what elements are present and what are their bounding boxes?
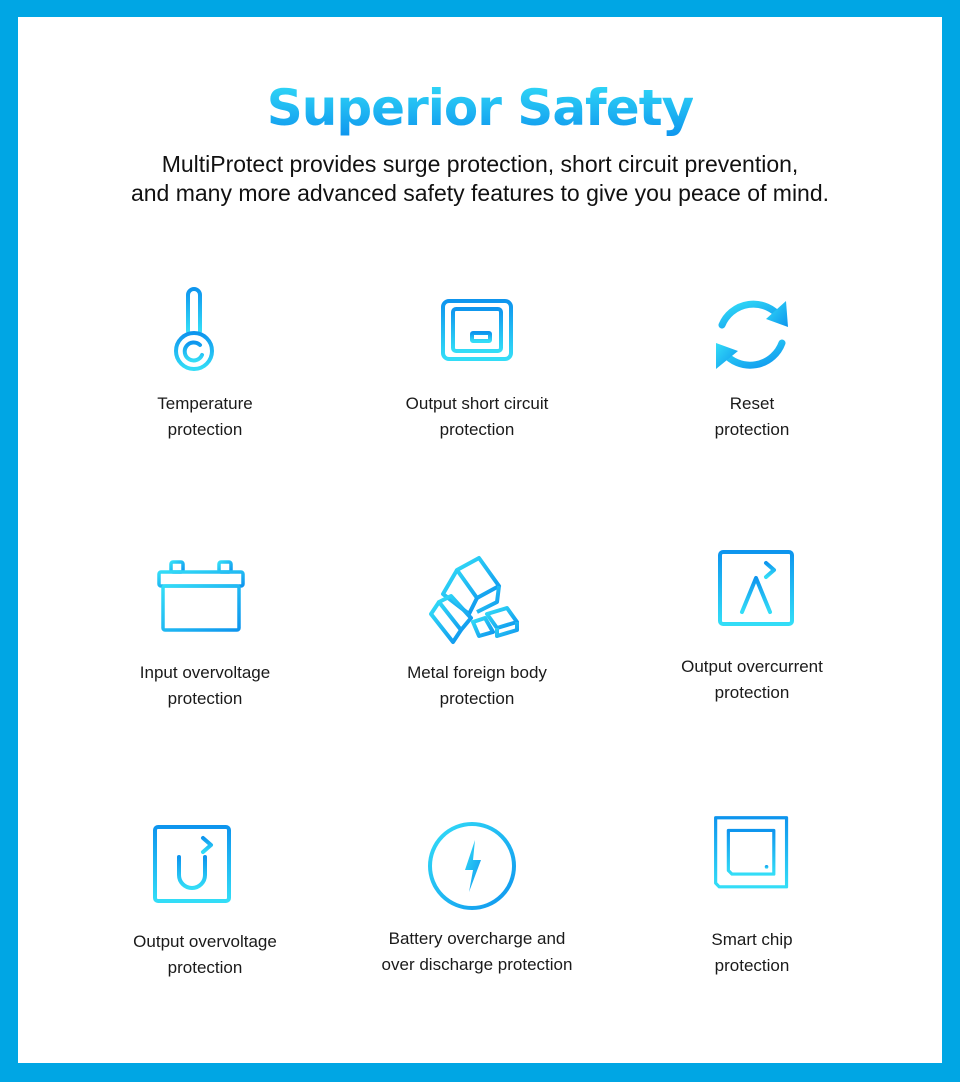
smart-chip-icon [702, 805, 802, 905]
thermometer-icon [155, 287, 255, 387]
subtitle-line-1: MultiProtect provides surge protection, short circuit prevention, [161, 151, 799, 177]
feature-label: Temperature protection [157, 394, 253, 439]
voltage-u-icon [155, 825, 255, 925]
feature-label: Output short circuit protection [405, 394, 549, 439]
reset-arrows-icon [702, 287, 802, 387]
feature-label: Output overvoltage protection [133, 932, 277, 977]
battery-icon [155, 556, 255, 656]
metal-bars-icon [427, 556, 527, 656]
current-a-icon [702, 550, 802, 650]
feature-label: Reset protection [714, 394, 790, 439]
feature-label: Input overvoltage protection [139, 663, 271, 708]
feature-label: Metal foreign body protection [407, 663, 547, 708]
feature-label: Output overcurrent protection [681, 657, 823, 702]
feature-label: Smart chip protection [711, 930, 793, 975]
page-subtitle [0, 150, 960, 208]
circuit-chip-icon [427, 287, 527, 387]
feature-label: Battery overcharge and over discharge protection [381, 929, 573, 974]
page-title: Superior Safety [266, 79, 694, 137]
lightning-bolt-icon [427, 822, 527, 922]
subtitle-line-2: and many more advanced safety features to give you peace of mind. [130, 180, 830, 206]
